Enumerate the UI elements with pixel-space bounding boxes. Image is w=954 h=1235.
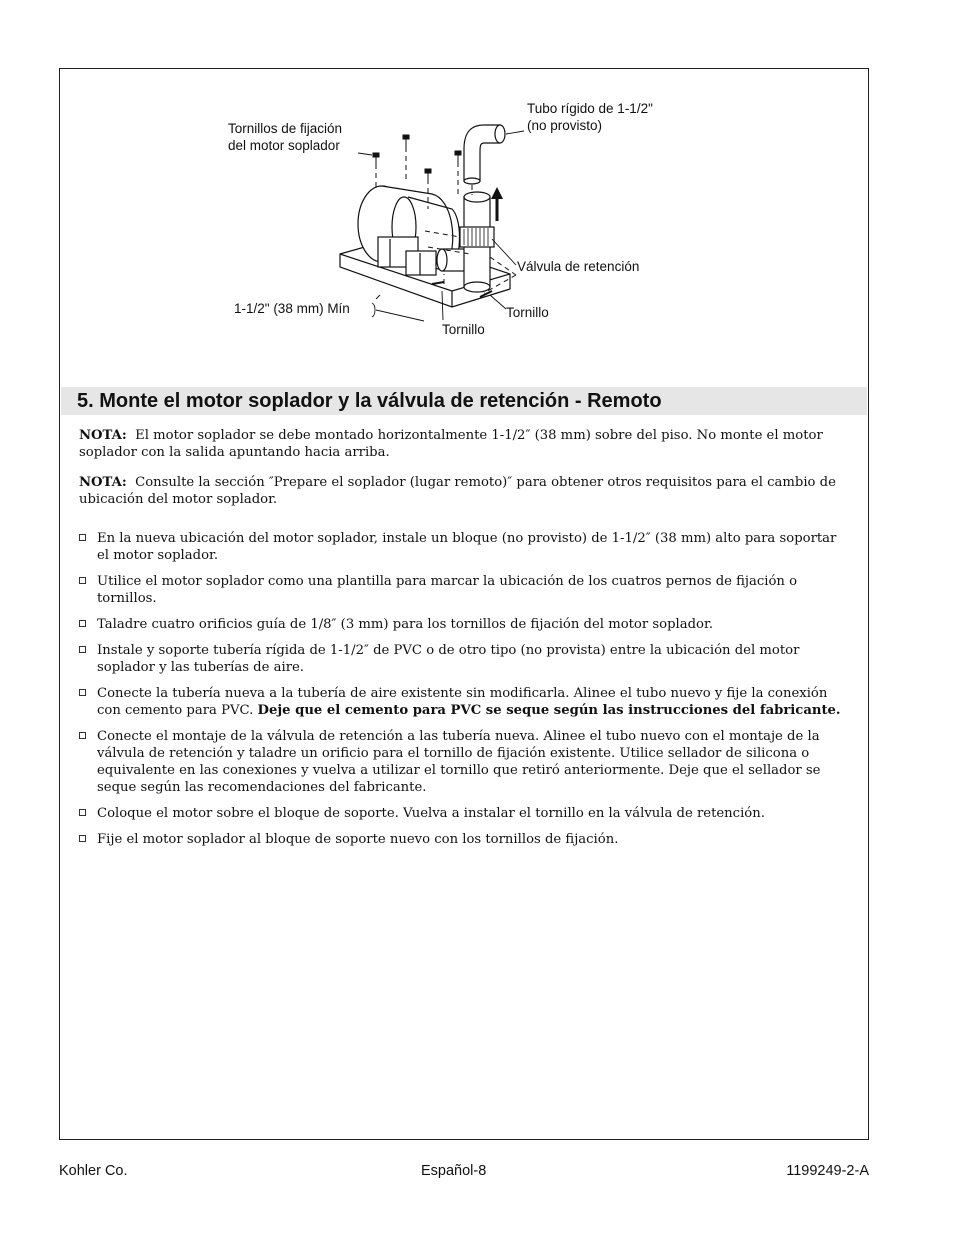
label-check-valve: Válvula de retención xyxy=(517,259,640,274)
checkbox-square-icon xyxy=(79,620,86,627)
steps-list xyxy=(79,530,844,848)
label-screw-right: Tornillo xyxy=(506,305,549,320)
note-1-text: El motor soplador se debe montado horizontalmente 1-1/2″ (38 mm) sobre del piso. No monte el motor soplador con la salida apuntando hacia arriba. xyxy=(79,428,823,460)
checkbox-square-icon xyxy=(79,689,86,696)
step-text: En la nueva ubicación del motor soplador, instale un bloque (no provisto) de 1-1/2″ (38 mm) alto para soportar el motor soplador. xyxy=(97,531,837,563)
label-pipe-line2: (no provisto) xyxy=(527,118,603,133)
note-2-label: NOTA: xyxy=(79,475,127,490)
step-item xyxy=(79,616,844,633)
checkbox-square-icon xyxy=(79,732,86,739)
note-1-label: NOTA: xyxy=(79,428,127,443)
checkbox-square-icon xyxy=(79,577,86,584)
note-2-text: Consulte la sección ″Prepare el soplador (lugar remoto)″ para obtener otros requisitos para el cambio de ubicación del motor soplador. xyxy=(79,475,836,507)
step-text: Conecte el montaje de la válvula de retención a las tubería nueva. Alinee el tubo nuevo con el montaje de la válvula de retención y taladre un orificio para el tornillo de fijación existente. Utilice sellador de silicona o equivalente en las conexiones y vuelva a utilizar el tornillo que retiró anteriormente. Deje que el sellador se seque según las recomendaciones del fabricante. xyxy=(97,729,821,795)
step-text: Instale y soporte tubería rígida de 1-1/2″ de PVC o de otro tipo (no provista) entre la ubicación del motor soplador y las tuberías de aire. xyxy=(97,643,800,675)
section-content xyxy=(79,427,844,857)
step-text: Utilice el motor soplador como una plantilla para marcar la ubicación de los cuatros pernos de fijación o tornillos. xyxy=(97,574,798,606)
step-item xyxy=(79,805,844,822)
step-item xyxy=(79,573,844,607)
step-item xyxy=(79,642,844,676)
checkbox-square-icon xyxy=(79,646,86,653)
footer-company: Kohler Co. xyxy=(59,1163,128,1179)
section-heading-bar xyxy=(61,387,867,415)
step-text: Fije el motor soplador al bloque de soporte nuevo con los tornillos de fijación. xyxy=(97,832,619,847)
step-item xyxy=(79,831,844,848)
page-frame xyxy=(59,68,869,1140)
label-height-min: 1-1/2" (38 mm) Mín xyxy=(234,301,350,316)
footer-page-number: Español-8 xyxy=(421,1163,487,1179)
section-title: 5. Monte el motor soplador y la válvula de retención - Remoto xyxy=(77,390,662,412)
step-text: Conecte la tubería nueva a la tubería de aire existente sin modificarla. Alinee el tubo nuevo y fije la conexión con cemento para PVC. xyxy=(97,686,828,718)
step-item xyxy=(79,685,844,719)
checkbox-square-icon xyxy=(79,534,86,541)
blower-check-valve-illustration xyxy=(60,69,868,387)
note-2 xyxy=(79,474,844,508)
footer-doc-number: 1199249-2-A xyxy=(786,1163,869,1179)
checkbox-square-icon xyxy=(79,835,86,842)
step-text: Coloque el motor sobre el bloque de soporte. Vuelva a instalar el tornillo en la válvula de retención. xyxy=(97,806,765,821)
label-screw-bottom: Tornillo xyxy=(442,322,485,337)
note-1 xyxy=(79,427,844,461)
label-screws-line2: del motor soplador xyxy=(228,138,340,153)
step-text: Taladre cuatro orificios guía de 1/8″ (3 mm) para los tornillos de fijación del motor soplador. xyxy=(97,617,714,632)
label-pipe-line1: Tubo rígido de 1-1/2" xyxy=(527,101,653,116)
step-item xyxy=(79,728,844,796)
label-screws-line1: Tornillos de fijación xyxy=(228,121,343,136)
installation-figure xyxy=(60,69,868,387)
step-item xyxy=(79,530,844,564)
step-bold-text: Deje que el cemento para PVC se seque según las instrucciones del fabricante. xyxy=(257,703,841,718)
checkbox-square-icon xyxy=(79,809,86,816)
